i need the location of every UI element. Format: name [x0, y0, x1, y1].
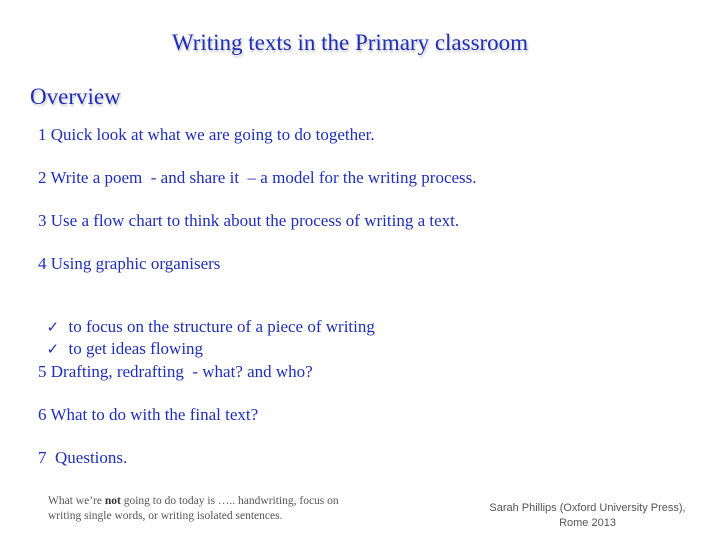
agenda-item-6: 6 What to do with the final text?	[38, 405, 259, 424]
footnote-prefix: What we’re	[48, 495, 105, 507]
sub-item-ideas-label: to get ideas flowing	[68, 339, 204, 358]
sub-item-ideas	[38, 319, 203, 359]
sub-item-structure-label: to focus on the structure of a piece of writing	[68, 317, 375, 336]
slide-title: Writing texts in the Primary classroom	[171, 30, 529, 55]
footnote-emphasis: not	[104, 495, 121, 507]
agenda-item-4: 4 Using graphic organisers	[38, 254, 221, 273]
agenda-item-7: 7 Questions.	[38, 448, 128, 467]
check-icon: ✓	[46, 318, 60, 336]
agenda-item-1: 1 Quick look at what we are going to do together.	[38, 125, 375, 144]
agenda-item-5: 5 Drafting, redrafting - what? and who?	[38, 362, 313, 381]
agenda-item-3: 3 Use a flow chart to think about the process of writing a text.	[38, 211, 460, 230]
section-heading: Overview	[30, 84, 121, 109]
footnote	[48, 494, 358, 524]
author-credit	[480, 501, 695, 531]
credit-line-1: Sarah Phillips (Oxford University Press),	[489, 502, 686, 514]
footnote-suffix: going to do today is ….. handwriting, focus on writing single words, or writing isolated sentences.	[48, 495, 339, 522]
credit-line-2: Rome 2013	[559, 517, 616, 529]
check-icon: ✓	[46, 340, 60, 358]
agenda-item-2: 2 Write a poem - and share it – a model for the writing process.	[38, 168, 477, 187]
